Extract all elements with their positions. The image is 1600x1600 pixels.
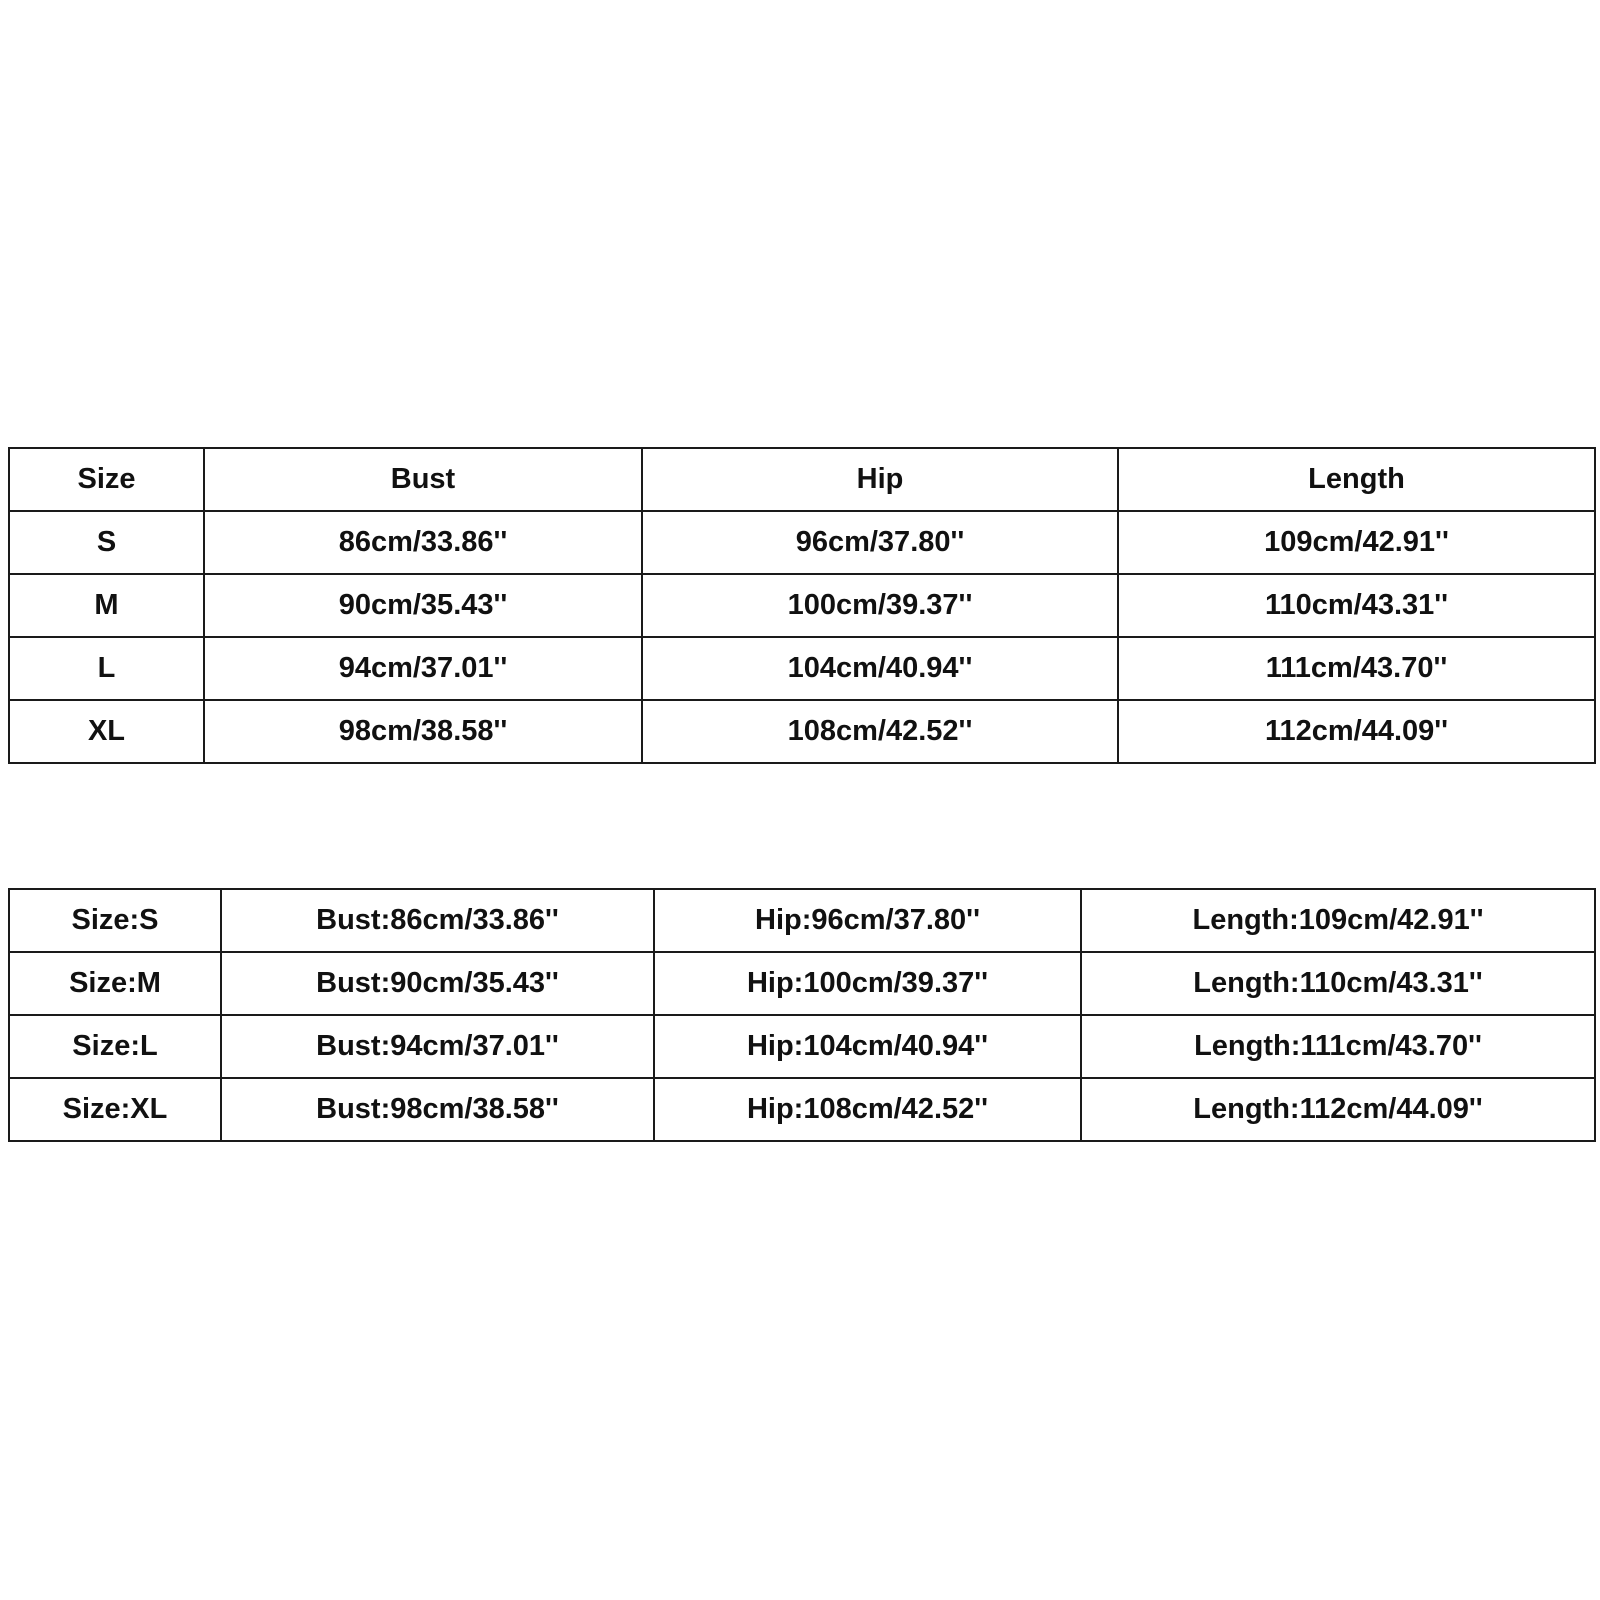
hip-cell: Hip:108cm/42.52'' xyxy=(654,1078,1081,1141)
length-cell: Length:112cm/44.09'' xyxy=(1081,1078,1595,1141)
hip-cell: 100cm/39.37'' xyxy=(642,574,1118,637)
length-cell: 110cm/43.31'' xyxy=(1118,574,1595,637)
hip-cell: Hip:96cm/37.80'' xyxy=(654,889,1081,952)
length-cell: 111cm/43.70'' xyxy=(1118,637,1595,700)
table-row xyxy=(9,1078,1595,1141)
hip-cell: Hip:104cm/40.94'' xyxy=(654,1015,1081,1078)
table-row xyxy=(9,1015,1595,1078)
hip-cell: 96cm/37.80'' xyxy=(642,511,1118,574)
length-cell: Length:109cm/42.91'' xyxy=(1081,889,1595,952)
table-row xyxy=(9,952,1595,1015)
length-cell: Length:111cm/43.70'' xyxy=(1081,1015,1595,1078)
size-chart-table-header-style xyxy=(8,447,1596,764)
bust-cell: 98cm/38.58'' xyxy=(204,700,642,763)
length-cell: 109cm/42.91'' xyxy=(1118,511,1595,574)
size-cell: L xyxy=(9,637,204,700)
header-cell-hip: Hip xyxy=(642,448,1118,511)
size-chart-table-inline-style xyxy=(8,888,1596,1142)
bust-cell: 86cm/33.86'' xyxy=(204,511,642,574)
header-cell-size: Size xyxy=(9,448,204,511)
table-row xyxy=(9,511,1595,574)
bust-cell: Bust:86cm/33.86'' xyxy=(221,889,654,952)
bust-cell: 90cm/35.43'' xyxy=(204,574,642,637)
size-cell: XL xyxy=(9,700,204,763)
table-row xyxy=(9,637,1595,700)
bust-cell: Bust:90cm/35.43'' xyxy=(221,952,654,1015)
table-row xyxy=(9,700,1595,763)
table-header-row xyxy=(9,448,1595,511)
size-cell: Size:L xyxy=(9,1015,221,1078)
hip-cell: 104cm/40.94'' xyxy=(642,637,1118,700)
length-cell: Length:110cm/43.31'' xyxy=(1081,952,1595,1015)
table-row xyxy=(9,574,1595,637)
size-cell: S xyxy=(9,511,204,574)
size-cell: Size:M xyxy=(9,952,221,1015)
hip-cell: Hip:100cm/39.37'' xyxy=(654,952,1081,1015)
length-cell: 112cm/44.09'' xyxy=(1118,700,1595,763)
size-cell: M xyxy=(9,574,204,637)
bust-cell: Bust:98cm/38.58'' xyxy=(221,1078,654,1141)
table-row xyxy=(9,889,1595,952)
bust-cell: Bust:94cm/37.01'' xyxy=(221,1015,654,1078)
header-cell-bust: Bust xyxy=(204,448,642,511)
bust-cell: 94cm/37.01'' xyxy=(204,637,642,700)
size-cell: Size:XL xyxy=(9,1078,221,1141)
header-cell-length: Length xyxy=(1118,448,1595,511)
hip-cell: 108cm/42.52'' xyxy=(642,700,1118,763)
size-cell: Size:S xyxy=(9,889,221,952)
